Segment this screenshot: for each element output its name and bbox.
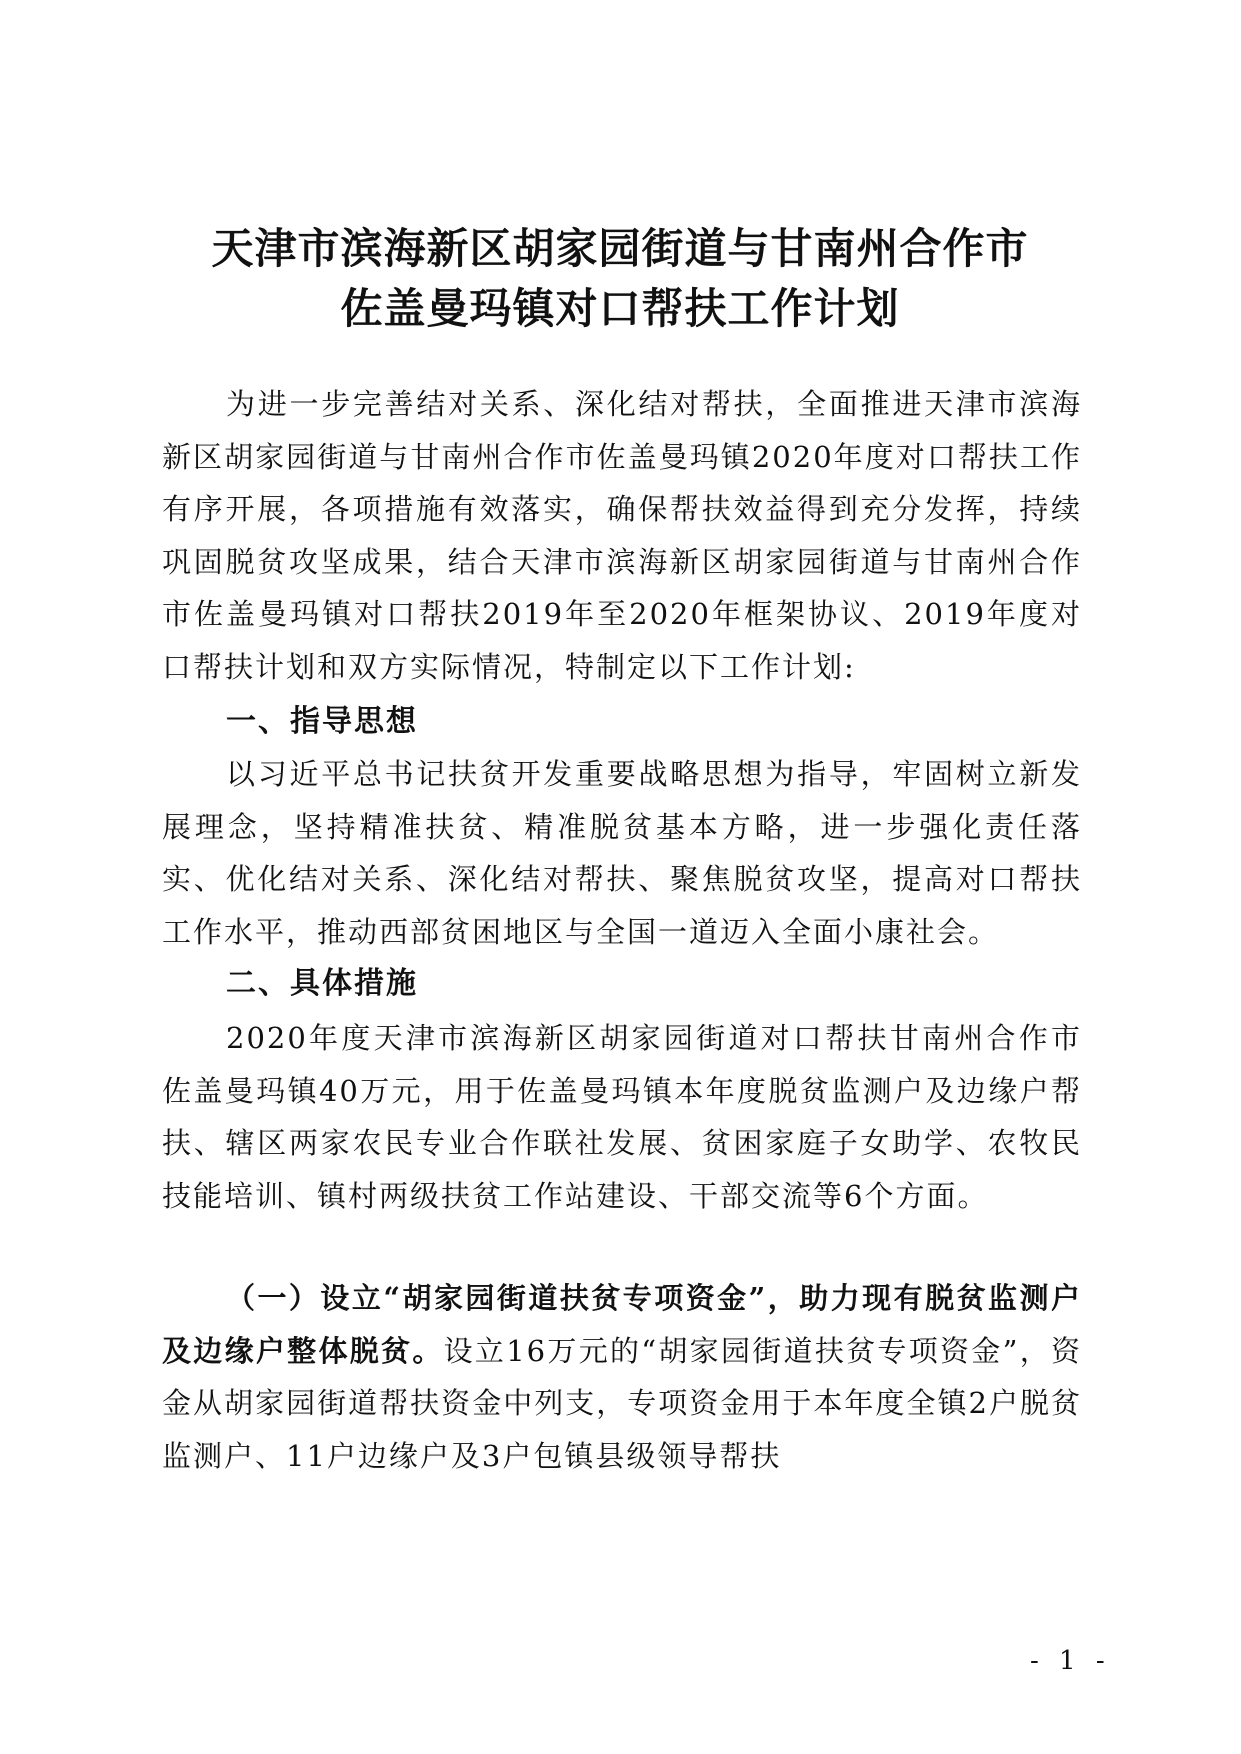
section-heading-guiding-thought: 一、指导思想 [226, 704, 418, 739]
specific-measures-paragraph: 2020年度天津市滨海新区胡家园街道对口帮扶甘南州合作市佐盖曼玛镇40万元，用于佐盖曼玛镇本年度脱贫监测户及边缘户帮扶、辖区两家农民专业合作联社发展、贫困家庭子女助学、农牧民技能培训、镇村两级扶贫工作站建设、干部交流等6个方面。 [162, 1021, 1082, 1213]
measure-item-1-paragraph [162, 1272, 1082, 1482]
section-heading-specific-measures: 二、具体措施 [226, 966, 418, 1001]
intro-paragraph: 为进一步完善结对关系、深化结对帮扶，全面推进天津市滨海新区胡家园街道与甘南州合作市佐盖曼玛镇2020年度对口帮扶工作有序开展，各项措施有效落实，确保帮扶效益得到充分发挥，持续巩固脱贫攻坚成果，结合天津市滨海新区胡家园街道与甘南州合作市佐盖曼玛镇对口帮扶2019年至2020年框架协议、2019年度对口帮扶计划和双方实际情况，特制定以下工作计划: [162, 387, 1082, 684]
guiding-thought-paragraph: 以习近平总书记扶贫开发重要战略思想为指导，牢固树立新发展理念，坚持精准扶贫、精准脱贫基本方略，进一步强化责任落实、优化结对关系、深化结对帮扶、聚焦脱贫攻坚，提高对口帮扶工作水平，推动西部贫困地区与全国一道迈入全面小康社会。 [162, 757, 1082, 949]
document-title-line-1: 天津市滨海新区胡家园街道与甘南州合作市 [211, 224, 1029, 273]
document-title-line-2: 佐盖曼玛镇对口帮扶工作计划 [340, 284, 900, 333]
measure-item-1-text: 设立16万元的“胡家园街道扶贫专项资金”，资金从胡家园街道帮扶资金中列支，专项资金用于本年度全镇2户脱贫监测户、11户边缘户及3户包镇县级领导帮扶 [162, 1333, 1082, 1473]
measure-item-1-heading: （一）设立“胡家园街道扶贫专项资金”，助力现有脱贫监测户及边缘户整体脱贫。 [162, 1281, 1082, 1368]
page-number: - 1 - [1030, 1646, 1111, 1676]
